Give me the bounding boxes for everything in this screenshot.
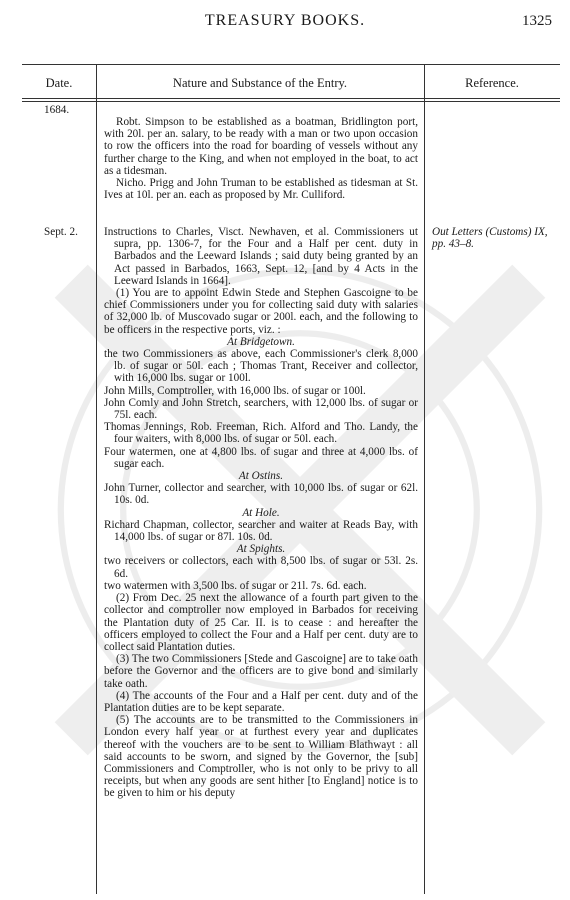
subheading: At Spights. xyxy=(236,543,286,556)
table-header-rule-2 xyxy=(22,101,560,102)
list-item: the two Commissioners as above, each Commissioner's clerk 8,000 lb. of sugar or 50l. each ; Thomas Trant, Receiver and collector, with 16,000 lbs. sugar or 100l. xyxy=(104,348,418,385)
entry-date: Sept. 2. xyxy=(44,226,78,238)
list-item: two receivers or collectors, each with 8,500 lbs. of sugar or 53l. 2s. 6d. xyxy=(104,555,418,580)
table-header-rule xyxy=(22,98,560,99)
running-title: TREASURY BOOKS. xyxy=(204,12,366,29)
list-item: two watermen with 3,500 lbs. of sugar or 21l. 7s. 6d. each. xyxy=(104,579,367,592)
paragraph: Robt. Simpson to be established as a boatman, Bridlington port, with 20l. per an. salary, to be ready with a man or two upon occasion to row the officers into the road for boarding of vessels without any further charge to the King, and when not employed in the boat, to act as a tidesman. xyxy=(104,116,418,177)
paragraph: (4) The accounts of the Four and a Half per cent. duty and of the Plantation duties are to be kept separate. xyxy=(104,689,418,714)
entry-date: 1684. xyxy=(44,104,70,116)
subheading: At Ostins. xyxy=(238,470,284,483)
column-header-date: Date. xyxy=(45,76,73,90)
list-item: John Turner, collector and searcher, with 10,000 lbs. of sugar or 62l. 10s. 0d. xyxy=(104,482,418,507)
table-top-rule xyxy=(22,64,560,65)
list-item: Four watermen, one at 4,800 lbs. of sugar and three at 4,000 lbs. of sugar each. xyxy=(104,445,418,470)
entry-text xyxy=(104,116,418,201)
paragraph: (3) The two Commissioners [Stede and Gascoigne] are to take oath before the Governor and the officers are to give bond and similarly take oath. xyxy=(104,653,418,690)
page-number: 1325 xyxy=(522,13,552,29)
paragraph: Nicho. Prigg and John Truman to be established as tidesman at St. Ives at 10l. per an. each as proposed by Mr. Culliford. xyxy=(104,177,418,202)
paragraph: Instructions to Charles, Visct. Newhaven, et al. Commissioners ut supra, pp. 1306-7, for the Four and a Half per cent. duty in Barbados and the Leeward Islands ; said duty being granted by an Act passed in Barbados, 1663, Sept. 12, [and by 4 Acts in the Leeward Islands in 1664]. xyxy=(104,226,418,287)
paragraph: (2) From Dec. 25 next the allowance of a fourth part given to the collector and comptroller now employed in Barbados for receiving the Plantation duty of 25 Car. II. is to cease : and hereafter the officers employed to collect the Four and a Half per cent. duty are to collect said Plantation duties. xyxy=(104,592,418,653)
list-item: Richard Chapman, collector, searcher and waiter at Reads Bay, with 14,000 lbs. of sugar or 87l. 10s. 0d. xyxy=(104,518,418,544)
column-divider-right xyxy=(424,64,425,894)
column-divider-left xyxy=(96,64,97,894)
paragraph: (1) You are to appoint Edwin Stede and Stephen Gascoigne to be chief Commissioners under you for collecting said duty with salaries of 32,000 lb. of Muscovado sugar or 200l. each, and the following to be officers in the respective ports, viz. : xyxy=(104,287,418,336)
subheading: At Hole. xyxy=(242,506,280,519)
paragraph: (5) The accounts are to be transmitted to the Commissioners in London every half year or at furthest every year and duplicates thereof with the vouchers are to be sent to William Blathwayt : all said accounts to be sworn, and signed by the Governor, the [sub] Commissioners and Comptroller, who is not only to be privy to all receipts, but when any goods are sent hither [to England] notice is to be given to him or his deputy xyxy=(104,714,418,800)
subheading: At Bridgetown. xyxy=(227,335,295,348)
entry-reference: Out Letters (Customs) IX, pp. 43–8. xyxy=(432,226,548,251)
column-header-nature: Nature and Substance of the Entry. xyxy=(172,76,348,90)
column-header-reference: Reference. xyxy=(465,76,519,90)
list-item: Thomas Jennings, Rob. Freeman, Rich. Alford and Tho. Landy, the four waiters, with 8,000 lbs. of sugar or 50l. each. xyxy=(104,421,418,446)
entry-text xyxy=(104,226,418,800)
list-item: John Mills, Comptroller, with 16,000 lbs. of sugar or 100l. xyxy=(104,384,366,397)
list-item: John Comly and John Stretch, searchers, with 12,000 lbs. of sugar or 75l. each. xyxy=(104,396,418,422)
